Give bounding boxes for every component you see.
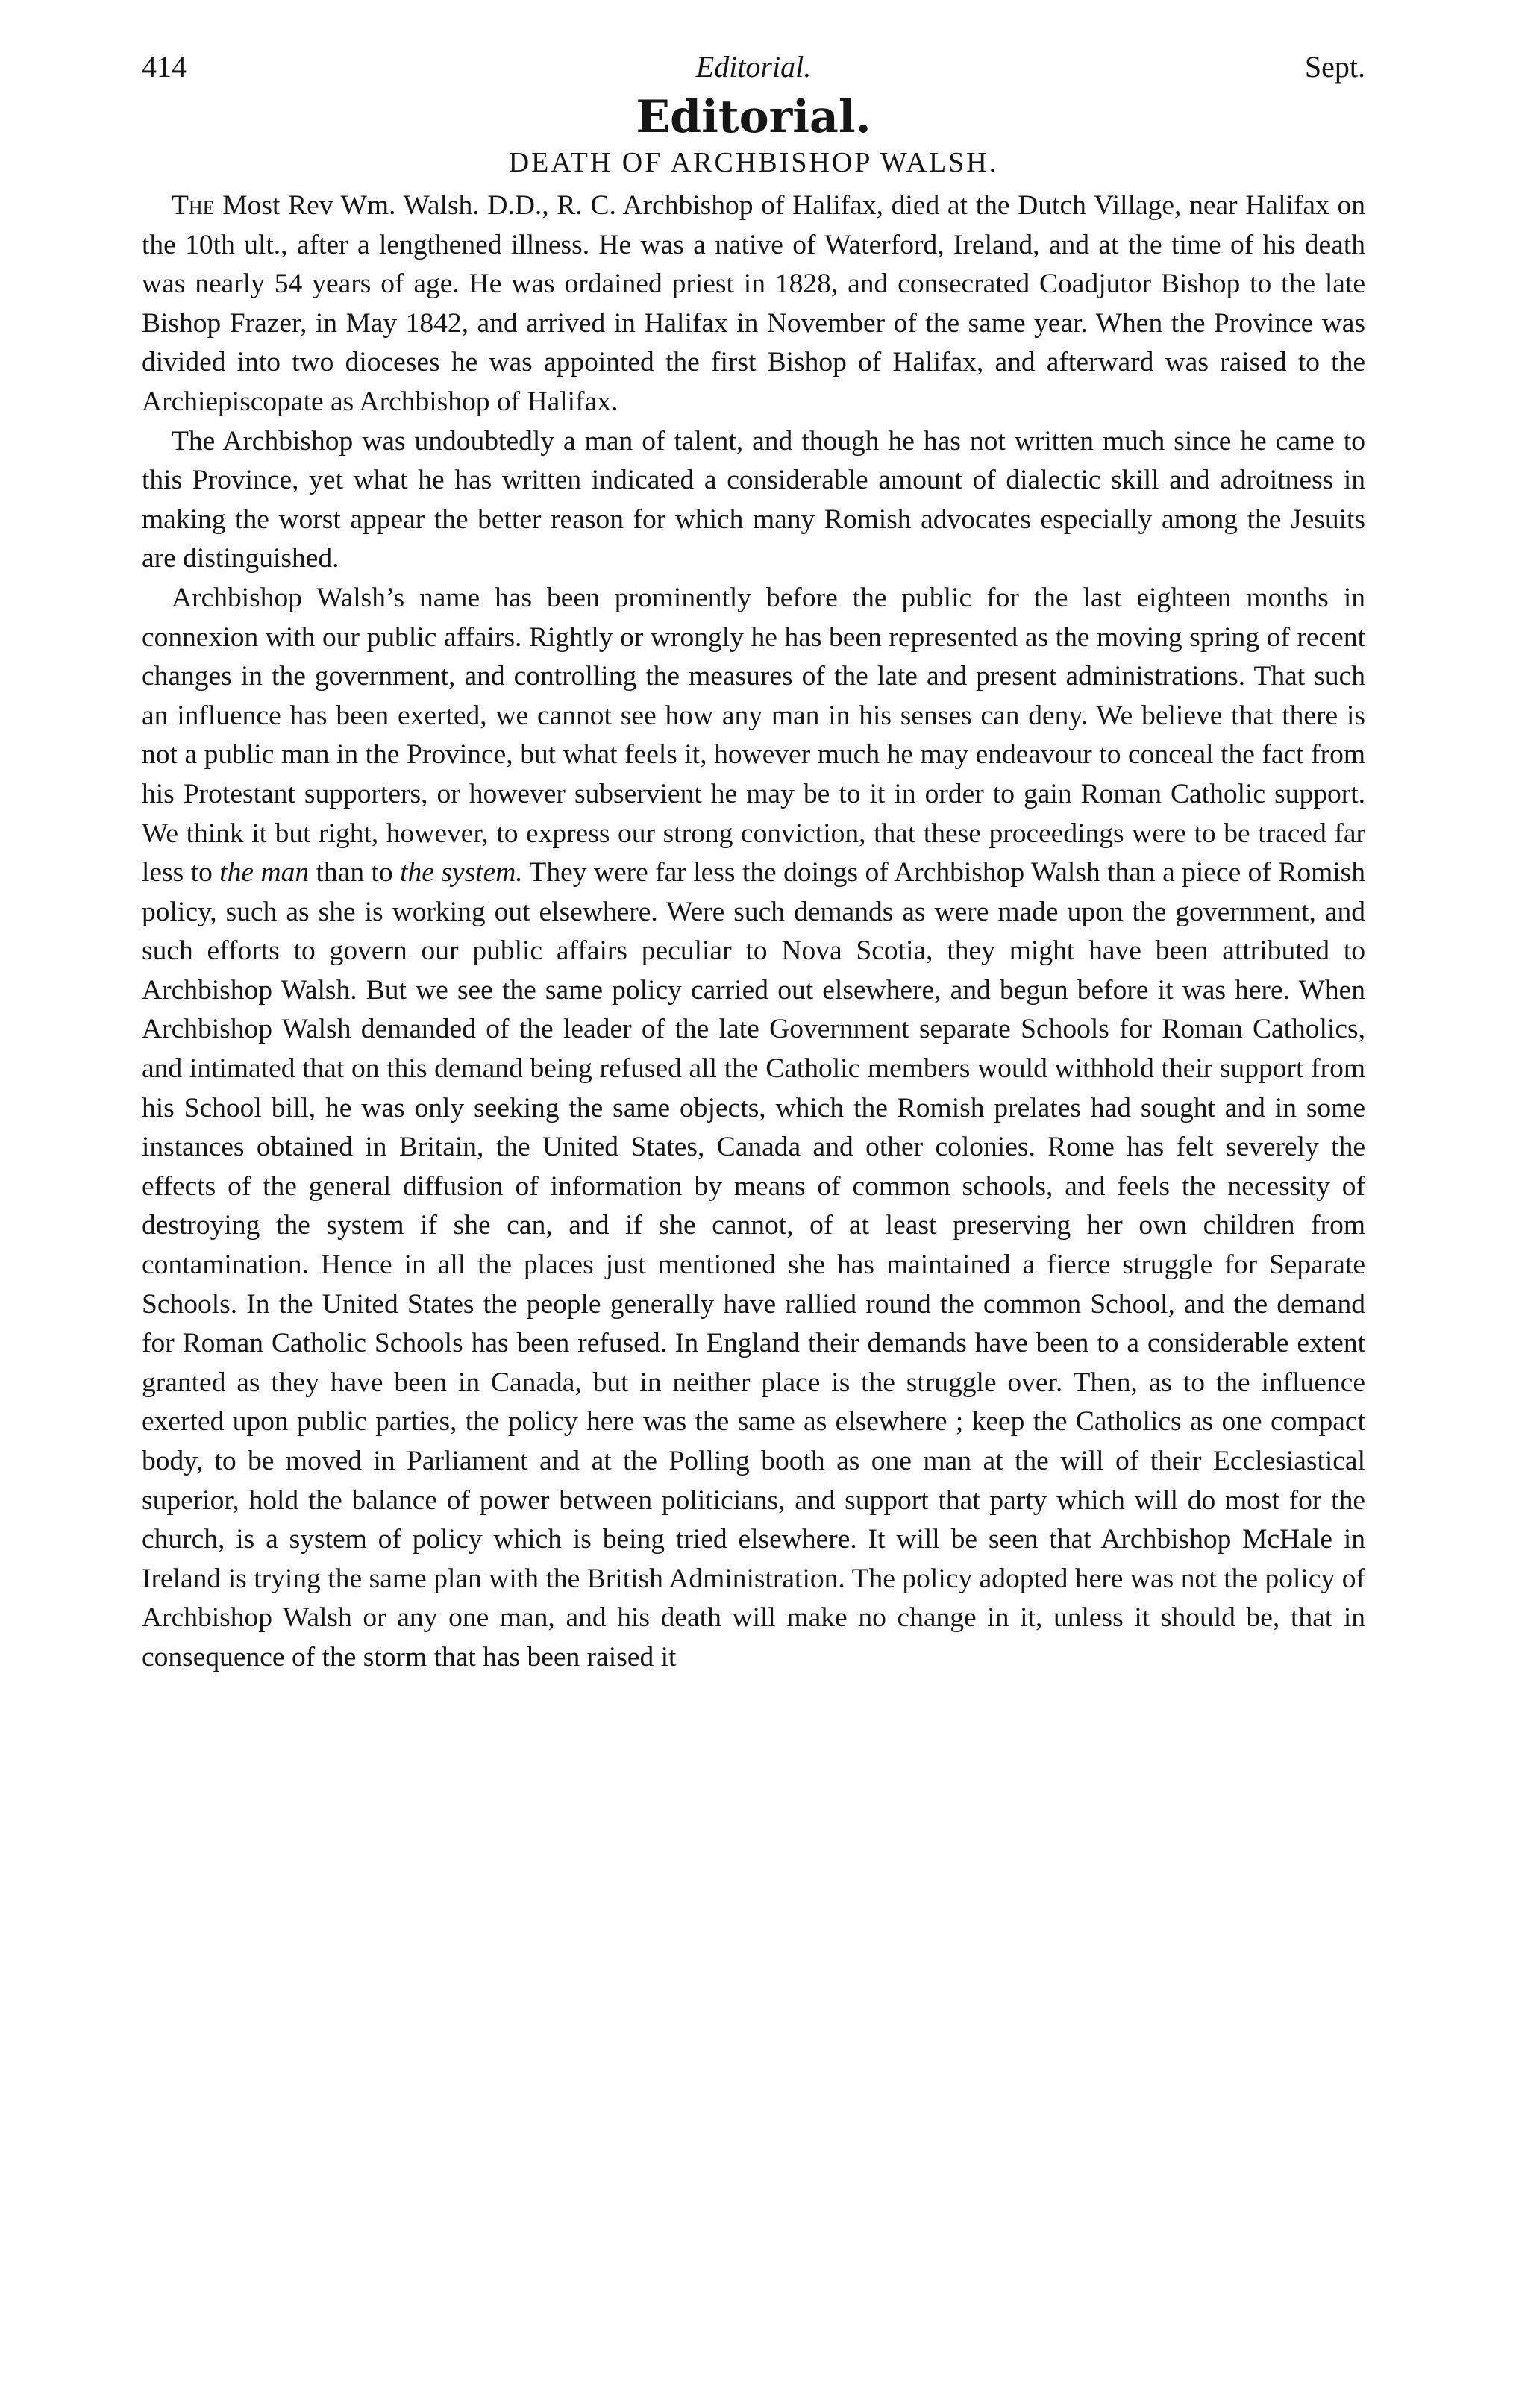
paragraph-2: The Archbishop was undoubtedly a man of talent, and though he has not written much since he came to this Province, yet what he has written indicated a considerable amount of dialectic skill and adroitness in making the worst appear the better reason for which many Romish advocates especially among the Jesuits are distinguished. [142, 425, 1365, 574]
section-title: Editorial. [636, 91, 871, 143]
paragraph-3-part-3: They were far less the doings of Archbishop Walsh than a piece of Romish policy, such as she is working out elsewhere. Were such demands as were made upon the government, and such efforts to govern our public affairs peculiar to Nova Scotia, they might have been attributed to Archbishop Walsh. But we see the same policy carried out elsewhere, and begun before it was here. When Archbishop Walsh demanded of the leader of the late Government separate Schools for Roman Catholics, and intimated that on this demand being refused all the Catholic members would withhold their support from his School bill, he was only seeking the same objects, which the Romish prelates had sought and in some instances obtained in Britain, the United States, Canada and other colonies. Rome has felt severely the effects of the general diffusion of information by means of common schools, and feels the necessity of destroying the system if she can, and if she cannot, of at least preserving her own children from contamination. Hence in all the places just mentioned she has maintained a fierce struggle for Separate Schools. In the United States the people generally have rallied round the common School, and the demand for Roman Catholic Schools has been refused. In England their demands have been to a considerable extent granted as they have been in Canada, but in neither place is the struggle over. Then, as to the influence exerted upon public parties, the policy here was the same as elsewhere ; keep the Catholics as one compact body, to be moved in Parliament and at the Polling booth as one man at the will of their Ecclesiastical superior, hold the balance of power between politicians, and support that party which will do most for the church, is a system of policy which is being tried elsewhere. It will be seen that Archbishop McHale in Ireland is trying the same plan with the British Administration. The policy adopted here was not the policy of Archbishop Walsh or any one man, and his death will make no change in it, unless it should be, that in consequence of the storm that has been raised it [142, 857, 1366, 1672]
paragraph-3-part-2: than to [309, 857, 401, 888]
paragraph-1-text: Most Rev Wm. Walsh. D.D., R. C. Archbishop of Halifax, died at the Dutch Village, near Halifax on the 10th ult., after a lengthened illness. He was a native of Waterford, Ireland, and at the time of his death was nearly 54 years of age. He was ordained priest in 1828, and consecrated Coadjutor Bishop to the late Bishop Frazer, in May 1842, and arrived in Halifax in November of the same year. When the Province was divided into two dioceses he was appointed the first Bishop of Halifax, and afterward was raised to the Archiepiscopate as Archbishop of Halifax. [142, 190, 1365, 417]
paragraph-3 [142, 579, 1365, 1678]
article-title: DEATH OF ARCHBISHOP WALSH. [508, 147, 999, 178]
paragraph-3-emphasis-system: the system. [400, 857, 523, 888]
paragraph-1-lead: The [172, 190, 215, 221]
paragraph-3-emphasis-man: the man [219, 857, 310, 888]
paragraph-3-part-1: Archbishop Walsh’s name has been prominently before the public for the last eighteen months in connexion with our public affairs. Rightly or wrongly he has been represented as the moving spring of recent changes in the government, and controlling the measures of the late and present administrations. That such an influence has been exerted, we cannot see how any man in his senses can deny. We believe that there is not a public man in the Province, but what feels it, however much he may endeavour to conceal the fact from his Protestant supporters, or however subservient he may be to it in order to gain Roman Catholic support. We think it but right, however, to express our strong conviction, that these proceedings were to be traced far less to [142, 582, 1365, 888]
running-month: Sept. [1304, 50, 1365, 84]
running-header [142, 45, 1365, 90]
running-section-title: Editorial. [695, 50, 812, 84]
page-number: 414 [142, 50, 187, 84]
document-page [142, 45, 1365, 1678]
article-body [142, 186, 1365, 1678]
paragraph-1 [142, 186, 1365, 422]
